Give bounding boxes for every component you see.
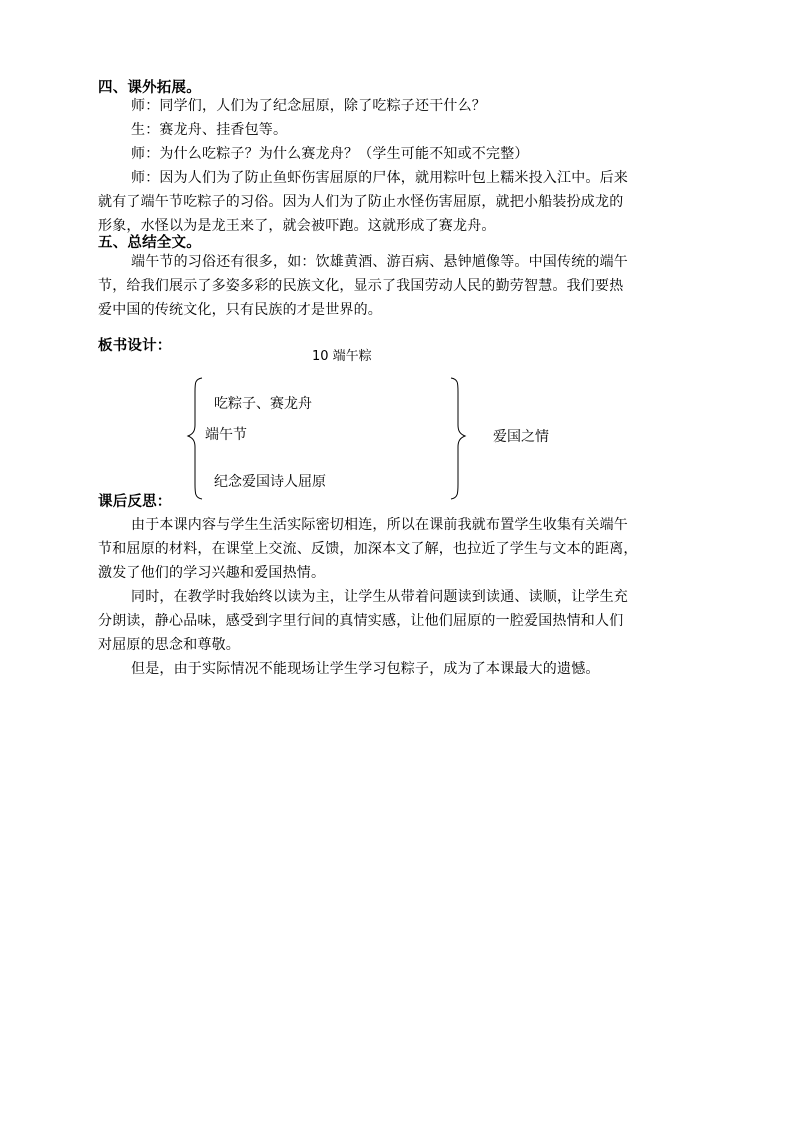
- section5-line: 端午节的习俗还有很多，如：饮雄黄酒、游百病、悬钟馗像等。中国传统的端午: [131, 254, 628, 270]
- board-heading: 板书设计：: [98, 338, 172, 354]
- board-title: 10 端午粽: [312, 349, 372, 364]
- section4-line: 师：同学们，人们为了纪念屈原，除了吃粽子还干什么？: [131, 98, 486, 114]
- left-brace-icon: [188, 378, 202, 499]
- reflection-line: 由于本课内容与学生生活实际密切相连，所以在课前我就布置学生收集有关端午: [131, 517, 628, 533]
- section4-line: 形象，水怪以为是龙王来了，就会被吓跑。这就形成了赛龙舟。: [98, 218, 496, 234]
- right-brace-icon: [451, 378, 465, 499]
- board-item-top: 吃粽子、赛龙舟: [214, 396, 312, 412]
- section4-line: 生：赛龙舟、挂香包等。: [131, 122, 288, 138]
- reflection-heading: 课后反思：: [98, 494, 172, 510]
- reflection-line: 分朗读，静心品味，感受到字里行间的真情实感，让他们屈原的一腔爱国热情和人们: [98, 613, 624, 629]
- section4-line: 师：为什么吃粽子？为什么赛龙舟？（学生可能不知或不完整）: [131, 146, 529, 162]
- reflection-line: 对屈原的思念和尊敬。: [98, 637, 240, 653]
- section4-heading: 四、课外拓展。: [98, 80, 201, 96]
- reflection-line: 同时，在教学时我始终以读为主，让学生从带着问题读到读通、读顺，让学生充: [131, 589, 628, 605]
- reflection-line: 节和屈原的材料，在课堂上交流、反馈，加深本文了解，也拉近了学生与文本的距离，: [98, 541, 638, 557]
- section4-line: 师：因为人们为了防止鱼虾伤害屈原的尸体，就用粽叶包上糯米投入江中。后来: [131, 170, 628, 186]
- reflection-line: 激发了他们的学习兴趣和爱国热情。: [98, 565, 326, 581]
- board-item-bottom: 纪念爱国诗人屈原: [214, 474, 326, 490]
- section5-line: 节，给我们展示了多姿多彩的民族文化，显示了我国劳动人民的勤劳智慧。我们要热: [98, 278, 624, 294]
- board-right-label: 爱国之情: [493, 429, 549, 445]
- section4-line: 就有了端午节吃粽子的习俗。因为人们为了防止水怪伤害屈原，就把小船装扮成龙的: [98, 194, 624, 210]
- reflection-line: 但是，由于实际情况不能现场让学生学习包粽子，成为了本课最大的遗憾。: [131, 661, 600, 677]
- section5-heading: 五、总结全文。: [98, 235, 201, 251]
- board-left-label: 端午节: [205, 427, 247, 443]
- section5-line: 爱中国的传统文化，只有民族的才是世界的。: [98, 302, 382, 318]
